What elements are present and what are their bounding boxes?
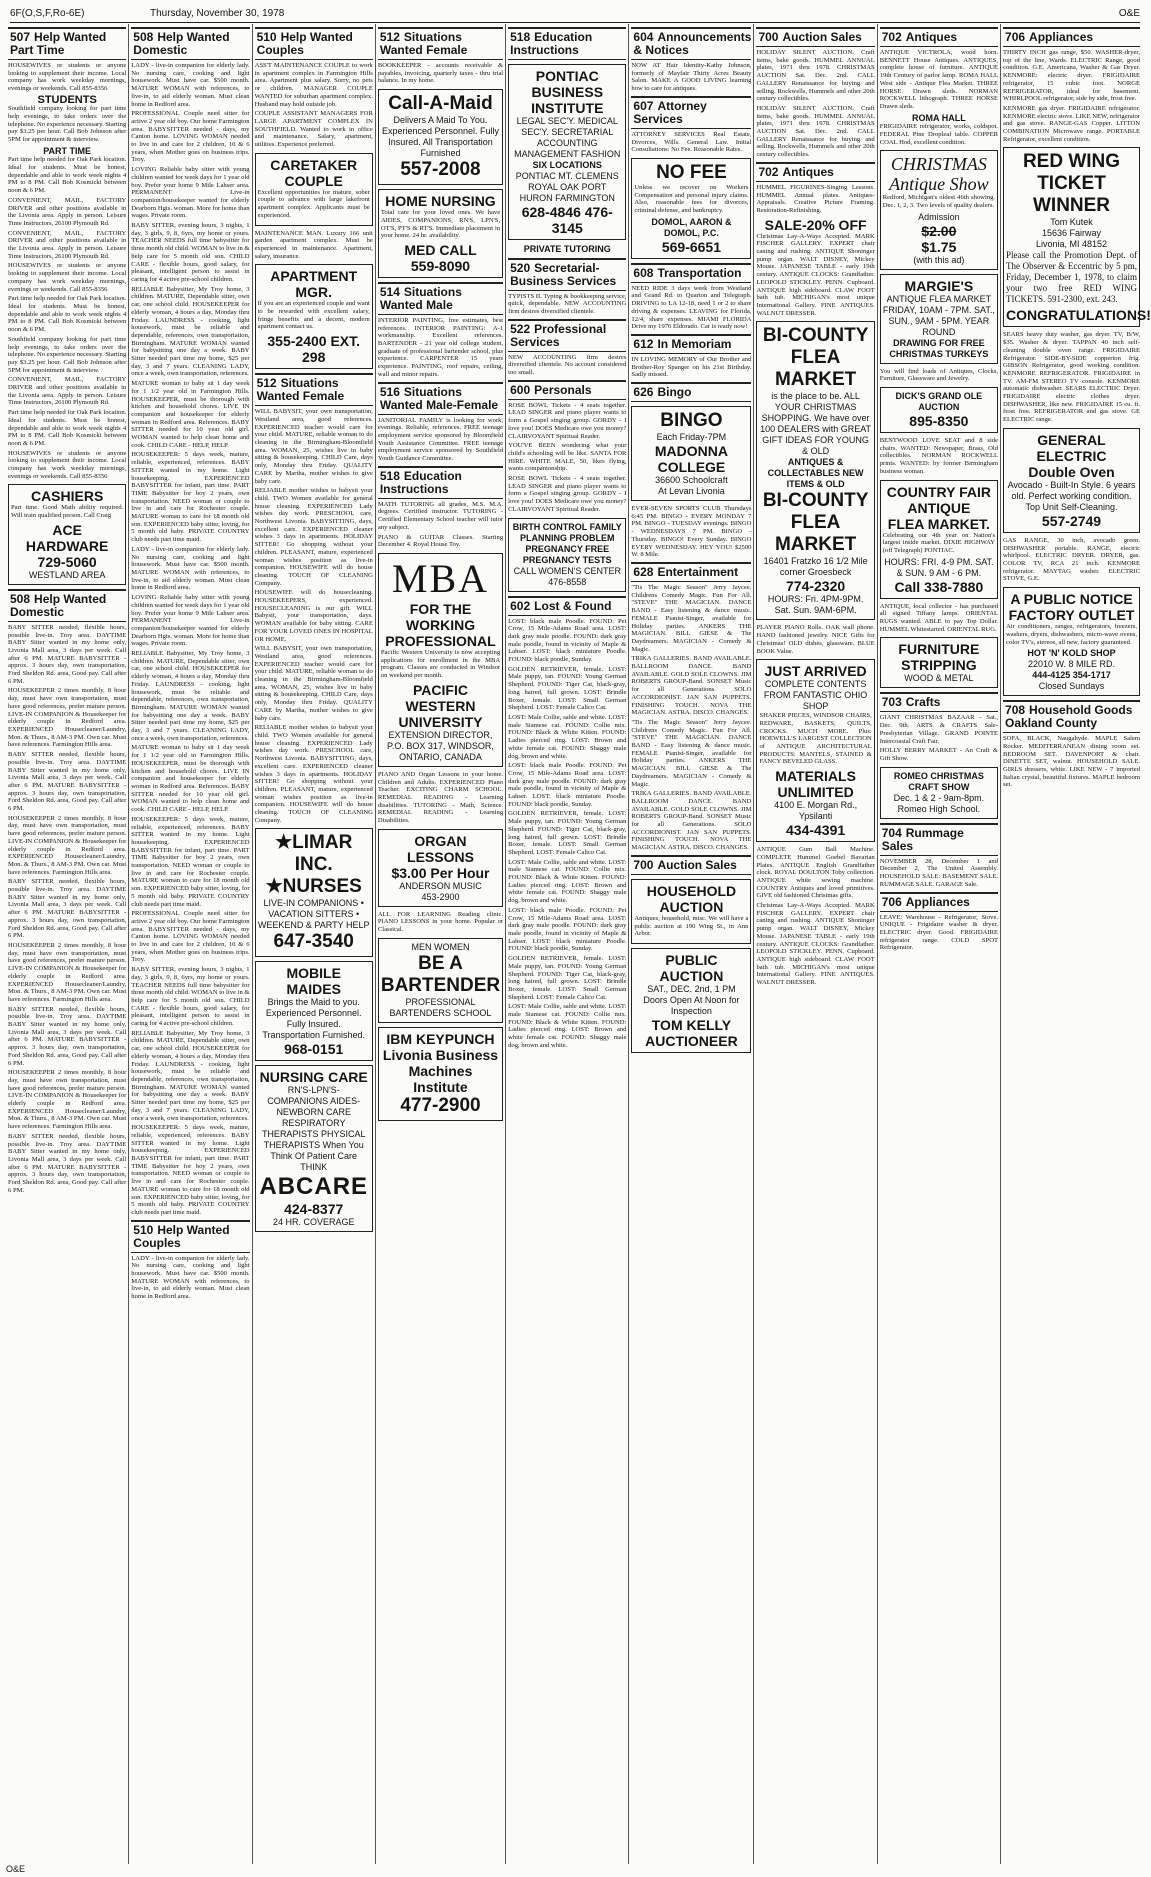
- classified-ad: TRIKA GALLERIES. BAND AVAILABLE. BALLROOM DANCE. BAND AVAILABLE. GOLD SOLE CLOWNS. JIM ROBERTS GROUP-Band. SONSET Music for all Generations. SOLO ACCORDIONIST. JAN SAN PUPPETS. FINISHING TOUCH. NOVA THE MAGICIAN. ASTRA. DISCO. CHANGES.: [631, 790, 752, 852]
- display-ad-pontiac-business: [508, 64, 626, 240]
- section-header: 518 Education Instructions: [378, 466, 503, 499]
- section-header: 520 Secretarial-Business Services: [508, 258, 626, 291]
- classified-ad: EVER-SEVEN SPORTS CLUB Thursdays 6:45 PM. BINGO - EVERY MONDAY 7 PM. BINGO - TUESDAY evenings. BINGO - WEDNESDAYS 7 PM. BINGO - Thursday. BINGO! Every Sunday. BINGO EVERY WEDNESDAY. HEY YOU! $2500 W. 8 Mile.: [631, 505, 752, 559]
- auctioneer-name: TOM KELLY AUCTIONEER: [645, 1017, 738, 1049]
- classified-ad: "Tis The Magic Season" Jerry Jaycee. Childrens Comedy Magic. Fun For All. "STEVE" THE MAGICIAN. DANCE BAND - Easy listening & dance music. FEMALE Pianist-Singer, available for Holiday parties. ANKERS THE MAGICIAN. BILL GIESE & The Daydreamers. MAGICIAN - Comedy & Magic.: [631, 583, 752, 653]
- ad-heading: ROMA HALL: [912, 112, 966, 123]
- display-ad-red-wing: [1003, 147, 1151, 327]
- materials-phone: 434-4391: [786, 822, 846, 839]
- cf-phone: Call 338-7880: [894, 578, 984, 595]
- classified-ad: GIANT CHRISTMAS BAZAAR - Sat., Dec. 9th. ARTS & CRAFTS Sale-Presbyterian Village. GRAND POINTE Intercoastal Craft Fair.: [879, 714, 999, 745]
- classified-ad: BABY SITTER needed, flexible hours, possible live-in. Troy area. DAYTIME BABY Sitter wanted in my home only, Livonia Mall area, 3 days per week. Call after 6 PM. MATURE BABYSITTER - approx. 3 hours day, own transportation, Ford Sheldon Rd. area, Good pay. Call after 6 PM.: [8, 623, 127, 685]
- xmas-text: Redford, Michigan's oldest 46th showing. Dec. 1, 2, 3. Two levels of quality dealers.: [882, 194, 996, 209]
- display-ad-caretaker: [255, 153, 373, 226]
- winner-street: 15636 Fairway: [1041, 228, 1102, 239]
- limar-nurses: ★NURSES: [265, 876, 362, 898]
- classified-ad: LADY - live-in companion for elderly lady. No nursing care, cooking and light housework. Must have car. $500 month. MATURE WOMAN with references, to live-in, to aid elderly woman. Must clean home in Redford area.: [131, 545, 250, 592]
- classified-ad: HOLLY BERRY MARKET - An Craft & Gift Show.: [879, 747, 999, 762]
- ibm-phone: 477-2900: [400, 1094, 481, 1116]
- display-ad-christmas-show: [880, 150, 998, 269]
- section-header: 700 Auction Sales: [756, 27, 874, 47]
- classified-ad: HOUSEKEEPER: 5 days week, mature, reliable, experienced, references. BABY SITTER wanted in my home. Light housekeeping. EXPERIENCED BABYSITTER for infant, part time. PART TIME Babysitter for boy 2 years, own transportation. NEED woman or couple to live in and care for Rochester couple. MATURE woman to care for 18 month old son. EXPERIENCED baby sitter, loving, for 5 month old baby. PRIVATE COUNTRY club needs part time maid.: [131, 451, 250, 544]
- maides-phone: 968-0151: [284, 1041, 344, 1058]
- womens-center-phone: CALL WOMEN'S CENTER 476-8558: [513, 565, 621, 587]
- sale-banner: SALE-20% OFF: [764, 216, 867, 233]
- classified-ad: You will find loads of Antiques, Clocks, Furniture, Glassware and Jewelry.: [879, 367, 999, 383]
- pbi-locations-title: SIX LOCATIONS: [532, 160, 602, 170]
- column-8: [878, 24, 1001, 1864]
- classified-ad: NEED RIDE 3 days week from Westland and Grand Rd. to Quarton and Telegraph. DRIVING to LA 12-18, need 1 or 2 to share driving & expenses. LEAVING for Florida, 12/4, share expenses. MIAMI FLORIDA Drive my 1976 Eldorado. Car is ready now!: [631, 284, 752, 331]
- section-header: 507 Help Wanted Part Time: [8, 27, 126, 60]
- section-header: 612 In Memoriam: [631, 334, 751, 354]
- section-header: 514 Situations Wanted Male: [378, 282, 503, 315]
- organ-store: ANDERSON MUSIC: [399, 880, 482, 891]
- xmas-subtitle: Antique Show: [889, 174, 989, 195]
- classified-ad: PROFESSIONAL Couple need sitter for active 2 year old boy. Our home Farmington area. BABYSITTER needed - days, my Canton home. LOVING WOMAN needed to live in and care for 2 children, 10 & 6 years, when Mother goes on business trips. Troy.: [131, 910, 250, 964]
- classified-ad: BENTWOOD LOVE SEAT and 8 side chairs. WANTED: Newspaper, Brass, Old collectibles. NORMAN ROCKWELL prints. WANTED: by former Birmingham business woman.: [879, 437, 999, 475]
- classified-ad: HOUSEWIVES or students or anyone looking to supplement their income. Local company has work weekday mornings, evenings or weekends. Call 855-8356: [8, 62, 127, 93]
- classified-ad: HOUSEKEEPER: 5 days week, mature, reliable, experienced, references. BABY SITTER wanted in my home. Light housekeeping. EXPERIENCED BABYSITTER for infant, part time. PART TIME Babysitter for boy 2 years, own transportation. NEED woman or couple to live in and care for Rochester couple. MATURE woman to care for 18 month old son. EXPERIENCED baby sitter, loving, for 5 month old baby. PRIVATE COUNTRY club needs part time maid.: [131, 1124, 250, 1216]
- classified-ad: HUMMEL FIGURINES-Singing Lessons. HUMMEL Annual plates. Antiques-Appraisals. Creative Picture Framing. Restoration-Refinishing.: [756, 183, 875, 214]
- classified-ad: ROSE BOWL Tickets - 4 seats together. LEAD SINGER and piano player wants to form a Gospel singing group. GORDY - I love you! DOES Medicare owe you money? CLAIRVOYANT Spiritual Reader.: [508, 401, 627, 440]
- hotkold-address: 22010 W. 8 MILE RD.: [1027, 659, 1116, 670]
- section-header: 708 Household Goods Oakland County: [1003, 700, 1140, 733]
- classified-ad: LOST: black male Poodle. FOUND: Pet Crow, 15 Mile-Adams Road area. LOST: dark gray male poodle. FOUND: dark gray male poodle, found in vicinity of Maple & Lahser. LOST: black miniature Poodle. FOUND: black poodle, Sunday.: [508, 617, 627, 664]
- xmas-price: $2.00: [921, 222, 957, 239]
- classified-ad: WILL BABYSIT, your own transportation, Westland area, good references. EXPERIENCED teacher would care for your child. MATURE, reliable woman to do cleaning in the Birmingham-Bloomfield area. WOMAN, 25, wishes live in baby sitting & housekeeping. CHILD Care, days only, Monday thru Friday. QUALITY CARE by Martha, mother wishes to give baby care.: [254, 408, 373, 485]
- classified-ad: BABY SITTER needed, flexible hours, possible live-in. Troy area. DAYTIME BABY Sitter wanted in my home only, Livonia Mall area, 3 days per week. Call after 6 PM. MATURE BABYSITTER - approx. 3 hours day, own transportation, Ford Sheldon Rd. area, Good pay. Call after 6 PM.: [8, 878, 127, 940]
- column-7: [754, 24, 877, 1864]
- section-header: 608 Transportation: [631, 263, 751, 283]
- pbi-phones: 628-4846 476-3145: [521, 204, 613, 236]
- ad-heading: APARTMENT MGR.: [270, 268, 358, 301]
- classified-ad: "Tis The Magic Season" Jerry Jaycee. Childrens Comedy Magic. Fun For All. "STEVE" THE MAGICIAN. DANCE BAND - Easy listening & dance music. FEMALE Pianist-Singer, available for Holiday parties. ANKERS THE MAGICIAN. BILL GIESE & The Daydreamers. MAGICIAN - Comedy & Magic.: [631, 718, 752, 788]
- pbi-name: PONTIAC BUSINESS INSTITUTE: [531, 68, 604, 116]
- pbi-programs: LEGAL SEC'Y. MEDICAL SEC'Y. SECRETARIAL ACCOUNTING MANAGEMENT FASHION: [514, 116, 621, 159]
- classified-ad: HOUSEKEEPER 2 times monthly, 8 hour day, must have own transportation, must have good references, prefer mature person. LIVE-IN COMPANION & Housekeeper for elderly couple in Redford area. EXPERIENCED Housecleaner/Laundry, Mon. & Thurs., 8 AM-3 PM. Own car. Must have references. Farmington Hills area.: [8, 1069, 127, 1131]
- column-1: [6, 24, 129, 1864]
- star-icon: ★: [275, 832, 293, 854]
- bingo-when: Each Friday-7PM: [656, 432, 727, 443]
- column-5: [506, 24, 629, 1864]
- classified-ad: LEAVE: Warehouse - Refrigerator, Stove. UNIQUE - Frigidaire washer & dryer. ELECTRIC dryer. Good. FRIGIDAIRE refrigerator range. COLD SPOT Refrigerator.: [879, 913, 999, 952]
- homenursing-title: HOME NURSING: [385, 193, 496, 210]
- classified-ad: CONVENIENT, MAIL, FACTORY DRIVER and other positions available in the Livonia area. Apply in person. Leisure Time Instructors, 26100 Plymouth Rd.: [8, 196, 127, 227]
- classified-ad: GOLDEN RETRIEVER, female. LOST: Male puppy, tan. FOUND: Young German Shepherd. FOUND: Tiger Cat, black-gray, long haired, full grown. LOST: Brindle Boxer, female. LOST: Small German Shepherd. LOST: Female Calico Cat.: [508, 810, 627, 856]
- display-ad-margies: [880, 274, 998, 364]
- classified-ad: FRIGIDAIRE refrigerator, works, coldspot. FEDERAL Pine Dropleaf table. COPPER COAL Hod, excellent condition.: [879, 123, 999, 146]
- classified-ad: PIANO AND Organ Lessons in your home. Children and Adults. EXPERIENCED Piano Teacher. EXCITING CHARM SCHOOL. REMEDIAL READING - Learning disabilities. TUTORING - Math, Science. REMEDIAL READING - Learning Disabilities.: [377, 770, 504, 825]
- classified-ad: LOVING Reliable baby sitter with young children wanted for week days for 1 year old boy. Prefer your home 9 Mile Lahser area. PERMANENT Live-in companion/housekeeper wanted for elderly Dearborn Hgts. woman. More for home than wages. Private room.: [131, 166, 250, 220]
- auction-text: Antiques, household, misc. We will have a public auction at 190 Wing St., in Ann Arbor.: [634, 914, 749, 938]
- domol-name: DOMOL, AARON & DOMOL, P.C.: [651, 216, 732, 238]
- classified-ad: NOVEMBER 28, December 1 and December 2, The United Assembly. HOUSEHOLD SALE: BASEMENT SALE. RUMMAGE SALE. GARAGE Sale.: [879, 857, 999, 888]
- classified-ad: GAS RANGE, 30 inch, avocado green. DISHWASHER portable. RANGE, electric whirlpool. ELECTRIC DRYER. DRYER, gas. COLOR TV, RCA 21 inch. KENMORE refrigerator. MAYTAG washer. ELECTRIC STOVE, G.E.: [1003, 536, 1141, 583]
- display-ad-ge-oven: [1003, 428, 1140, 533]
- display-ad-limar: [255, 828, 373, 957]
- classified-ad: SOFA, BLACK, Naugahyde. MAPLE Salem Rocker. MEDITERRANEAN dining room set. BEDROOM SET. DAVENPORT & chair. DINETTE SET, walnut. HOUSEHOLD SALE. GIRLS dressers, white. LIKE NEW - 7 imported Italian crystal, beautiful fixtures. MAPLE bedroom set.: [1003, 735, 1141, 789]
- section-header: 702 Antiques: [756, 162, 874, 182]
- display-ad-ibm: [378, 1027, 503, 1121]
- materials-address: 4100 E. Morgan Rd., Ypsilanti: [774, 800, 858, 822]
- column-4: [376, 24, 506, 1864]
- classified-ad: ASS'T MAINTENANCE COUPLE to work in apartment complex in Farmington Hills area. Apartment plus salary. Sorry, no pets or children. MANAGER COUPLE WANTED for suburban apartment complex. Husband may hold outside job.: [254, 62, 373, 108]
- display-ad-bi-county: [756, 321, 874, 620]
- bingo-place: MADONNA COLLEGE: [654, 443, 728, 476]
- display-ad-factory-outlet: [1003, 587, 1140, 696]
- classified-ad: MATURE woman to baby sit 1 day week for 1 1/2 year old in Farmington Hills. HOUSEKEEPER, must be thorough with kitchen and household chores. LIVE IN companion and housekeeper for elderly woman in Redford area. References. BABY SITTER needed for 10 year old girl. WOMAN wanted to help clean home and cook. CHILD CARE - HELP, HELP.: [131, 380, 250, 449]
- classified-ad: Part time help needed for Oak Park location. Ideal for students. Must be honest, dependable and able to work week nights 4 PM to 8 PM. Call Bob Kosmicki between noon & 6 PM.: [8, 156, 127, 195]
- classified-ad: ATTORNEY SERVICES Real Estate, Divorces, Wills. General Law. Initial Consultations: No Fee. Reasonable Rates.: [631, 130, 752, 154]
- nursing-care-title: NURSING CARE: [259, 1069, 368, 1086]
- public-auction-doors: Doors Open At Noon for Inspection: [643, 995, 740, 1016]
- redwing-title: RED WING: [1022, 151, 1121, 173]
- column-3: [253, 24, 376, 1864]
- classified-ad: If you are an experienced couple and want to be rewarded with excellent salary, fringe benefits and a decent, modern apartment contact us.: [257, 300, 370, 331]
- callamaid-name: Call-A-Maid: [388, 93, 493, 115]
- column-2: [129, 24, 252, 1864]
- classified-ad: MAINTENANCE MAN. Luxury 166 unit garden apartment complex. Must be experienced in maintenance. Apartment, salary, insurance.: [254, 229, 373, 260]
- mba-text: Pacific Western University is now accepting applications for enrollment in the MBA program. Classes are conducted in Windsor on weekend per month.: [380, 648, 501, 680]
- classified-ad: INTERIOR PAINTING, free estimates, best references. INTERIOR PAINTING: A-1 workmanship. Excellent references. BARTENDER - 21 year old college student, graduate of professional bartender school, plus experience. CARPENTER 15 years experience. PAINTING, roof repairs, ceiling, wall and minor repairs.: [377, 316, 504, 378]
- section-header: 706 Appliances: [1003, 27, 1140, 47]
- xmas-coupon-note: (with this ad): [913, 254, 965, 265]
- classified-ad: Part time help needed for Oak Park location. Ideal for students. Must be honest, dependable and able to work week nights 4 PM to 8 PM. Call Bob Kosmicki between noon & 6 PM.: [8, 295, 127, 334]
- section-header: 508 Help Wanted Domestic: [131, 27, 249, 60]
- classified-ad: Southfield company looking for part time help evenings, to take orders over the telephone. No experience necessary. Starting pay $3.25 per hour. Call Bob Johnson after 5PM for appointment & interview.: [8, 105, 127, 144]
- page-footer: O&E: [6, 1864, 26, 1874]
- section-header: 600 Personals: [508, 380, 626, 400]
- xmas-admission: Admission: [918, 211, 960, 222]
- winner-city: Livonia, MI 48152: [1035, 239, 1108, 250]
- display-ad-call-a-maid: [378, 89, 503, 185]
- medcall-phone: 559-8090: [410, 257, 471, 274]
- classified-ad: TYPISTS II. Typing & bookkeeping service, quick, dependable. NEW ACCOUNTING firm desires diversified clientele.: [508, 292, 627, 315]
- display-ad-romeo: [880, 767, 998, 819]
- classified-ad: ANTIQUE, local collector - has purchased all signed Tiffany lamps. ORIENTAL RUGS wanted. ABLE to pay Top Dollar. HUMMEL Whitestarted. ORIENTAL RUG.: [879, 602, 999, 633]
- display-ad-med-call: [378, 189, 503, 278]
- romeo-title: ROMEO CHRISTMAS CRAFT SHOW: [893, 770, 984, 792]
- cf-title: COUNTRY FAIR: [886, 483, 991, 500]
- bartender-men-women: MEN WOMEN: [411, 941, 470, 952]
- classified-ad: CONVENIENT, MAIL, FACTORY DRIVER and other positions available in the Livonia area. Apply in person. Leisure Time Instructors, 26100 Plymouth Rd.: [8, 229, 127, 260]
- classified-ad: LADY - live-in companion for elderly lady. No nursing care, cooking and light housework. Must have car. $500 month. MATURE WOMAN with references, to live-in, to aid elderly woman. Must clean home in Redford area.: [131, 1254, 250, 1301]
- display-ad-organ: [378, 829, 503, 907]
- classified-ad: BABY SITTER, evening hours, 3 nights, 1 day, 3 girls, 9, 8, 6yrs, my home or yours. TEACHER NEEDS full time babysitter for three month old child. WOMAN to live in & help care for 5 month old son. CHILD CARE - flexible hours, good salary, for pleasant, intelligent person to assist in caring for 4 active pre-school children.: [131, 222, 250, 283]
- section-header: 704 Rummage Sales: [880, 823, 998, 856]
- notice-text: Air conditioners, ranges, refrigerators, freezers, washers, dryers, dishwashers, micro-wave ovens, color TV's, stereos, all new, factory guaranteed.: [1006, 623, 1138, 646]
- margies-hours: FRIDAY, 10AM - 7PM. SAT., SUN., 9AM - 5PM. YEAR ROUND: [882, 304, 995, 337]
- section-header: 602 Lost & Found: [508, 596, 626, 616]
- classified-ad: BOOKKEEPER - accounts receivable & payables, invoicing, quarterly taxes - thru trial balance. In my home.: [377, 62, 504, 85]
- flea-hours: HOURS: Fri. 4PM-9PM. Sat. Sun. 9AM-6PM.: [767, 594, 864, 616]
- ad-heading: CASHIERS: [30, 488, 104, 505]
- ge-product: Double Oven: [1028, 463, 1115, 480]
- flea-phone: 774-2320: [786, 578, 846, 595]
- classified-ad: LADY - live-in companion for elderly lady. No nursing care, cooking and light housework. Must have car. $500 month. MATURE WOMAN with references, to live-in, to aid elderly woman. Must clean home in Redford area.: [131, 62, 250, 108]
- nofee-text: Unless we recover on Workers Compensation and personal injury claims. Also, reasonable fees for divorces, criminal defense, and bankruptcy.: [634, 183, 749, 215]
- pbi-locations: PONTIAC MT. CLEMENS ROYAL OAK PORT HURON FARMINGTON: [515, 171, 619, 203]
- classified-ad: BABY SITTER needed, flexible hours, possible live-in. Troy area. DAYTIME BABY Sitter wanted in my home only, Livonia Mall area, 3 days per week. Call after 6 PM. MATURE BABYSITTER - approx. 3 hours day, own transportation, Ford Sheldon Rd. area, Good pay. Call after 6 PM.: [8, 1005, 127, 1067]
- page-date: Thursday, November 30, 1978: [150, 8, 285, 19]
- column-6: [629, 24, 754, 1864]
- margies-title: MARGIE'S: [904, 277, 974, 294]
- classified-ad: Christmas Lay-A-Ways Accepted. MARK FISCHER GALLERY. EXPERT chair caning and rushing. ANTIQUE Shoninger pump organ. WALT DISNEY, Mickey Mouse. JAPANESE TABLE - early 19th century. ANTIQUE CLOCKS: Grandfather. LEOPOLD STICKLEY. PENN. Cupboard. ANTIQUE high sideboard. CLAW FOOT bath tub. MICHIGAN's most unique International Gallery. FINE ANTIQUES. WALNUT DRESSER.: [756, 232, 875, 317]
- notice-title: A PUBLIC NOTICE: [1010, 591, 1133, 608]
- classified-ad: RELIABLE mother wishes to babysit your child. TWO Women available for general house cleaning. EXPERIENCED Lady wishes day work. PRESCHOOL care, Northwest Livonia. BABYSITTING, days, excellent care. EXPERIENCED cleaner wishes 3 days in apartments. HOLIDAY SITTER! Go shopping without your children. PLEASANT, mature, experienced woman wishes position as live-in companion. HOUSEWIFE will do house cleaning. TOUCH OF CLEANING Company.: [254, 724, 373, 824]
- display-ad-domol: [631, 158, 751, 259]
- section-header: 516 Situations Wanted Male-Female: [378, 382, 503, 415]
- ad-heading: PART TIME: [43, 145, 92, 156]
- page-folio: [10, 6, 1140, 23]
- organ-title: ORGAN LESSONS: [407, 832, 474, 865]
- winner-name: Tom Kutek: [1050, 217, 1093, 228]
- limar-name: ★LIMAR INC.: [275, 832, 353, 876]
- classified-ad: LOST: Male Collie, sable and white. LOST: male Siamese cat. FOUND: Collie mix. FOUND: Black & White Kitten. FOUND: Ladies pierced ring. LOST: Brown and white female cat. FOUND: Shaggy male dog, brown and white.: [508, 1003, 627, 1049]
- bartender-title: BE A BARTENDER: [380, 952, 501, 996]
- furniture-sub: WOOD & METAL: [904, 673, 974, 684]
- section-header: 702 Antiques: [880, 27, 998, 47]
- classified-ad: GOLDEN RETRIEVER, female. LOST: Male puppy, tan. FOUND: Young German Shepherd. FOUND: Tiger Cat, black-gray, long haired, full grown. LOST: Brindle Boxer, female. LOST: Small German Shepherd. LOST: Female Calico Cat.: [508, 665, 627, 712]
- mba-subtitle: FOR THE WORKING PROFESSIONAL: [385, 600, 496, 649]
- dicks-phone: 895-8350: [909, 413, 969, 430]
- classified-ad: YOU'VE BEEN wondering what your child's schooling will be like. SANTA FOR HIRE. WHITE MALE, 50, likes flying, wants companionship.: [508, 442, 627, 473]
- display-ad-abcare: [255, 1065, 373, 1232]
- display-ad-materials-unlimited: [756, 659, 874, 842]
- margies-drawing: DRAWING FOR FREE CHRISTMAS TURKEYS: [889, 337, 989, 359]
- display-ad-country-fair: [880, 480, 998, 599]
- ad-heading: PRIVATE TUTORING: [523, 244, 611, 254]
- classified-ad: CONVENIENT, MAIL, FACTORY DRIVER and other positions available in the Livonia area. Apply in person. Leisure Time Instructors, 26100 Plymouth Rd.: [8, 376, 127, 407]
- ibm-school: Livonia Business Machines Institute: [382, 1046, 499, 1095]
- hotkold-name: HOT 'N' KOLD SHOP: [1027, 648, 1116, 659]
- star-icon: ★: [265, 876, 283, 898]
- display-ad-bingo: [631, 406, 751, 501]
- classified-ad: Excellent opportunities for mature, sober couple to advance with large lakefront apartment complex. Applicants must be experienced.: [257, 188, 370, 219]
- section-header: 607 Attorney Services: [631, 96, 751, 129]
- display-ad-public-auction: [631, 948, 751, 1053]
- section-header: 512 Situations Wanted Female: [378, 27, 503, 60]
- public-auction-date: SAT., DEC. 2nd, 1 PM: [647, 984, 736, 994]
- classified-ad: RELIABLE Babysitter, My Troy home, 3 children. MATURE, Dependable sitter, own car, one school child. HOUSEKEEPER for elderly woman, 4 hours a day, Monday thru Friday. LAUNDRESS - cooking, light housework, must be reliable and dependable, references, own transportation, Birmingham. MATURE WOMAN wanted for babysitting one day a week. BABY Sitter needed part time my home, $25 per day, 3 and 7 years. CLEANING LADY, once a week, own transportation, references.: [131, 650, 250, 742]
- homenursing-text: Total care for your loved ones. We have AIDES, COMPANIONS, RN'S, LPN'S, OT'S, PT'S & RT'S. Immediate placement in your home. 24 hr. availability.: [380, 209, 501, 240]
- classified-ad: JANITORIAL FAMILY is looking for work, evenings. Reliable, references. FREE teenage employment service sponsored by Bloomfield Youth Assistance Committee. FREE teenage employment service sponsored by Southfield Youth Guidance Committee.: [377, 416, 504, 463]
- classified-ad: HOUSEKEEPER 2 times monthly, 8 hour day, must have own transportation, must have good references, prefer mature person. LIVE-IN COMPANION & Housekeeper for elderly couple in Redford area. EXPERIENCED Housecleaner/Laundry, Mon. & Thurs., 8 AM-3 PM. Own car. Must have references. Farmington Hills area.: [8, 814, 127, 876]
- maides-name: MOBILE MAIDES: [286, 965, 341, 998]
- maides-text: Brings the Maid to you. Experienced Personnel. Fully Insured. Transportation Furnished.: [262, 997, 366, 1041]
- display-ad-dicks: [880, 387, 998, 433]
- bingo-address: 36600 Schoolcraft: [655, 475, 728, 486]
- hotkold-closed: Closed Sundays: [1038, 681, 1105, 692]
- section-header: 706 Appliances: [880, 892, 998, 912]
- womens-center-services: BIRTH CONTROL FAMILY PLANNING PROBLEM PREGNANCY FREE PREGNANCY TESTS: [512, 521, 622, 565]
- abcare-phone: 424-8377: [284, 1201, 344, 1218]
- ibm-title: IBM KEYPUNCH: [386, 1030, 495, 1047]
- display-ad-furniture: [880, 637, 998, 688]
- hotkold-phones: 444-4125 354-1717: [1032, 670, 1111, 681]
- bingo-title: BINGO: [660, 410, 723, 432]
- classified-ad: Part time. Good Math ability required. Will train qualified person. Call Craig: [11, 504, 124, 520]
- organ-phone: 453-2900: [421, 891, 460, 902]
- classified-ad: PLAYER PIANO Rolls. OAK wall phone. HAND fashioned jewelry. NICE Gifts for Christmas! OLD dishes, glassware. BLUE BOOK Value.: [756, 624, 875, 655]
- classified-ad: HOLIDAY SILENT AUCTION. Craft items, bake goods. HUMMEL ANNUAL plates, 1971 thru 1978. CHRISTMAS AUCTION Sat. Dec. 2nd. CALL GALLERY Renaissance for buying and selling. Rockwells, Hummels and other 20th century collectibles.: [756, 104, 875, 159]
- classified-ad: Southfield company looking for part time help evenings, to take orders over the telephone. No experience necessary. Starting pay $3.25 per hour. Call Bob Johnson after 5PM for appointment & interview.: [8, 335, 127, 374]
- flea-title-2: BI-COUNTY FLEA MARKET: [762, 490, 869, 556]
- section-header: 604 Announcements & Notices: [631, 27, 751, 60]
- public-auction-title: PUBLIC AUCTION: [659, 952, 724, 984]
- section-header: 510 Help Wanted Couples: [255, 27, 373, 60]
- classified-ad: PIANO & GUITAR Classes. Starting December 4. Royal House Toy.: [377, 533, 504, 549]
- display-ad-apartment-mgr: [255, 264, 373, 369]
- classified-ad: ANTIQUE Gum Ball Machine. COMPLETE Hummel Goebel Bavarian Plates. ANTIQUE English Grandfather clock. ROYAL DOULTON Toby collection. ANTIQUE white sewing machine. COUNTRY Antiques and loved primitives. GIVE old fashioned Christmas gifts.: [756, 846, 875, 900]
- domol-phone: 569-6651: [661, 238, 722, 255]
- xmas-discount-price: $1.75: [921, 238, 957, 255]
- section-header: 518 Education Instructions: [508, 27, 626, 60]
- classified-ad: BABY SITTER, evening hours, 3 nights, 1 day, 3 girls, 9, 8, 6yrs, my home or yours. TEACHER NEEDS full time babysitter for three month old child. WOMAN to live in & help care for 5 month old son. CHILD CARE - flexible hours, good salary, for pleasant, intelligent person to assist in caring for 4 active pre-school children.: [131, 966, 250, 1028]
- ace-hardware-name: ACE HARDWARE: [25, 521, 109, 554]
- ad-phone: 355-2400 EXT. 298: [267, 333, 361, 366]
- redwing-congrats: CONGRATULATIONS!: [1006, 307, 1151, 324]
- cf-title-3: FLEA MARKET.: [887, 515, 990, 532]
- classified-ad: HOUSEWIFE will do housecleaning. HOUSEKEEPERS, experienced. HOUSECLEANING is our gift. WILL Babysit, your transportation, days. WOMAN available for baby sitting. CARE FOR YOUR LOVED ONES IN HOSPITAL OR HOME.: [254, 589, 373, 643]
- classified-ad: SEARS heavy duty washer, gas dryer. TV, B/W, $35. Washer & dryer. TAPPAN 40 inch self-cleaning double oven range. FRIGIDAIRE Refrigerator. SIDE-BY-SIDE copperton frig. GIBSON Refrigerator, good working condition. KENMORE REFRIGERATOR. FRIGIDAIRE in TV. AM-FM STEREO TV console. KENMORE automatic dishwasher. SEARS ELECTRIC Dryer. FRIGIDAIRE electric clothes dryer. DISHWASHER, like new. FRIGIDAIRE 15 cu. ft. frost free. REFRIGERATOR and gas stove. GE ELECTRIC range.: [1003, 331, 1141, 424]
- paper-name: O&E: [1118, 8, 1140, 19]
- section-header: 703 Crafts: [880, 692, 998, 712]
- classified-ad: Christmas Lay-A-Ways Accepted. MARK FISCHER GALLERY. EXPERT chair caning and rushing. ANTIQUE Shoninger pump organ. WALT DISNEY, Mickey Mouse. JAPANESE TABLE - early 19th century. ANTIQUE CLOCKS: Grandfather. LEOPOLD STICKLEY. PENN. Cupboard. ANTIQUE high sideboard. CLAW FOOT bath tub. MICHIGAN's most unique International Gallery. FINE ANTIQUES. WALNUT DRESSER.: [756, 902, 875, 987]
- classified-ad: HOUSEWIVES or students or anyone looking to supplement their income. Local company has work weekday mornings, evenings or weekends. Call 855-8356: [8, 262, 127, 293]
- cf-hours: HOURS: FRI. 4-9 PM. SAT. & SUN. 9 AM - 6 PM.: [884, 556, 994, 578]
- display-ad-bartender: [378, 938, 503, 1023]
- section-header: 628 Entertainment: [631, 562, 751, 582]
- classified-ad: WILL BABYSIT, your own transportation, Westland area, good references. EXPERIENCED teacher would care for your child. MATURE, reliable woman to do cleaning in the Birmingham-Bloomfield area. WOMAN, 25, wishes live in baby sitting & housekeeping. CHILD Care, days only, Monday thru Friday. QUALITY CARE by Martha, mother wishes to give baby care.: [254, 645, 373, 722]
- classified-ad: HOLIDAY SILENT AUCTION. Craft items, bake goods. HUMMEL ANNUAL plates, 1971 thru 1978. CHRISTMAS AUCTION Sat. Dec. 2nd. CALL GALLERY Renaissance for buying and selling. Rockwells, Hummels and other 20th century collectibles.: [756, 49, 875, 103]
- redwing-instructions: Please call the Promotion Dept. of The Observer & Eccentric by 5 pm, Friday, December 1, 1978, to claim your two free RED WING TICKETS. 591-2300, ext. 243.: [1006, 250, 1138, 305]
- ge-text: Avocado - Built-In Style. 6 years old. Perfect working condition. Top Unit Self-Cleaning.: [1007, 479, 1136, 512]
- classified-ad: HOUSEKEEPER 2 times monthly, 8 hour day, must have own transportation, must have good references, prefer mature person. LIVE-IN COMPANION & Housekeeper for elderly couple in Redford area. EXPERIENCED Housecleaner/Laundry, Mon. & Thurs., 8 AM-3 PM. Own car. Must have references. Farmington Hills area.: [8, 941, 127, 1003]
- classified-ad: HOUSEKEEPER: 5 days week, mature, reliable, experienced, references. BABY SITTER wanted in my home. Light housekeeping. EXPERIENCED BABYSITTER for infant, part time. PART TIME Babysitter for boy 2 years, own transportation. NEED woman or couple to live in and care for Rochester couple. MATURE woman to care for 18 month old son. EXPERIENCED baby sitter, loving, for 5 month old baby. PRIVATE COUNTRY club needs part time maid.: [131, 815, 250, 908]
- column-9: [1001, 24, 1151, 1864]
- classified-ad: COUPLE ASSISTANT MANAGERS FOR LARGE APARTMENT COMPLEX IN SOUTHFIELD. Wanted to work in office and maintenance. Salary, apartment, utilities. Experience preferred.: [254, 110, 373, 149]
- section-header: 626 Bingo: [631, 382, 751, 402]
- page-code: 6F(O,S,F,Ro-6E): [10, 8, 85, 19]
- classified-columns: [6, 24, 1151, 1864]
- materials-name: MATERIALS UNLIMITED: [775, 768, 856, 801]
- display-ad-mobile-maides: [255, 961, 373, 1061]
- classified-ad: BABY SITTER needed, flexible hours, possible live-in. Troy area. DAYTIME BABY Sitter wanted in my home only, Livonia Mall area, 3 days per week. Call after 6 PM. MATURE BABYSITTER - approx. 3 hours day, own transportation, Ford Sheldon Rd. area, Good pay. Call after 6 PM.: [8, 1132, 127, 1194]
- section-header: 508 Help Wanted Domestic: [8, 589, 126, 622]
- section-header: 700 Auction Sales: [631, 855, 751, 875]
- classified-ad: RELIABLE Babysitter, My Troy home, 3 children. MATURE, Dependable sitter, own car, one school child. HOUSEKEEPER for elderly woman, 4 hours a day, Monday thru Friday. LAUNDRESS - cooking, light housework, must be reliable and dependable, references, own transportation, Birmingham. MATURE WOMAN wanted for babysitting one day a week. BABY Sitter needed part time my home, $25 per day, 3 and 7 years. CLEANING LADY, once a week, own transportation, references.: [131, 285, 250, 378]
- flea-title: BI-COUNTY FLEA MARKET: [762, 325, 869, 391]
- mba-title: MBA: [391, 555, 490, 601]
- xmas-title: CHRISTMAS: [890, 154, 987, 175]
- classified-ad: GOLDEN RETRIEVER, female. LOST: Male puppy, tan. FOUND: Young German Shepherd. FOUND: Tiger Cat, black-gray, long haired, full grown. LOST: Brindle Boxer, female. LOST: Small German Shepherd. LOST: Female Calico Cat.: [508, 955, 627, 1001]
- just-arrived-sub: COMPLETE CONTENTS FROM FANTASTIC OHIO SHOP: [763, 679, 868, 712]
- abcare-logo: ABCARE: [259, 1173, 369, 1201]
- margies-subtitle: ANTIQUE FLEA MARKET: [886, 293, 992, 304]
- display-ad-ace: [8, 484, 126, 584]
- redwing-title-3: WINNER: [1032, 195, 1111, 217]
- section-header: 512 Situations Wanted Female: [255, 373, 373, 406]
- classified-ad: PROFESSIONAL Couple need sitter for active 2 year old boy. Our home Farmington area. BABYSITTER needed - days, my Canton home. LOVING WOMAN needed to live in and care for 2 children, 10 & 6 years, when Mother goes on business trips. Troy.: [131, 110, 250, 164]
- section-header: 510 Help Wanted Couples: [131, 1220, 249, 1253]
- ge-phone: 557-2749: [1041, 512, 1102, 529]
- classified-ad: NEW ACCOUNTING firm desires diversified clientele. No account considered too small.: [508, 353, 627, 377]
- bingo-city: At Levan Livonia: [658, 486, 725, 497]
- limar-services: LIVE-IN COMPANIONS • VACATION SITTERS • WEEKEND & PARTY HELP: [257, 898, 370, 931]
- classified-ad: NOW AT Hair Identity-Kathy Johnson, formerly of Mayfair Thirty Acres Beauty Salon. MAKE A GOOD LIVING learning how to care for antiques.: [631, 62, 752, 93]
- ad-heading: CARETAKER COUPLE: [270, 156, 358, 189]
- classified-ad: KENMORE gas dryer. FRIGIDAIRE refrigerator. KENMORE electric stove. LIKE NEW, refrigerator and gas stove. RANGE-GAS Copper. LITTON COMBINATION Microwave range. PORTABLE Refrigerator, excellent condition.: [1003, 104, 1141, 143]
- just-arrived-title: JUST ARRIVED: [764, 663, 867, 680]
- dicks-title: DICK'S GRAND OLE AUCTION: [895, 391, 983, 413]
- abcare-coverage: 24 HR. COVERAGE: [272, 1217, 355, 1228]
- nofee-title: NO FEE: [656, 161, 727, 183]
- ace-area: WESTLAND AREA: [28, 569, 106, 580]
- display-ad-mba: [378, 553, 503, 767]
- flea-items: ANTIQUES & COLLECTABLES NEW ITEMS & OLD: [767, 457, 864, 490]
- ge-title: GENERAL ELECTRIC: [1036, 431, 1107, 464]
- classified-ad: HOUSEWIVES or students or anyone looking to supplement their income. Local company has work weekday mornings, evenings or weekends. Call 855-8356: [8, 449, 127, 480]
- classified-ad: LOST: Male Collie, sable and white. LOST: male Siamese cat. FOUND: Collie mix. FOUND: Black & White Kitten. FOUND: Ladies pierced ring. LOST: Brown and white female cat. FOUND: Shaggy male dog, brown and white.: [508, 714, 627, 760]
- romeo-dates: Dec. 1 & 2 - 9am-8pm. Romeo High School.: [893, 792, 985, 814]
- organ-price: $3.00 Per Hour: [391, 864, 490, 881]
- callamaid-text: Delivers A Maid To You. Experienced Personnel. Fully Insured. All Transportation Furnished: [381, 115, 500, 159]
- classified-ad: Part time help needed for Oak Park location. Ideal for students. Must be honest, dependable and able to work week nights 4 PM to 8 PM. Call Bob Kosmicki between noon & 6 PM.: [8, 409, 127, 447]
- cf-text: Celebrating our 4th year on Nation's largest inside market. DIXIE HIGHWAY (off Telegraph) PONTIAC.: [882, 531, 996, 554]
- notice-outlet: FACTORY OUTLET: [1008, 607, 1135, 624]
- nursing-care-text: RN'S-LPN'S-COMPANIONS AIDES-NEWBORN CARE RESPIRATORY THERAPISTS PHYSICAL THERAPISTS When You Think Of Patient Care THINK: [261, 1085, 366, 1173]
- display-ad-womens-center: [508, 518, 626, 592]
- bartender-school: PROFESSIONAL BARTENDERS SCHOOL: [389, 996, 492, 1018]
- classified-ad: THIRTY INCH gas range, $50. WASHER-dryer, top of the line, Wards. ELECTRIC Range, good condition. G.E. Americana, Washer & Gas Dryer. KENMORE: electric dryer. FRIGIDAIRE refrigerator, 15 cubic foot. NORGE REFRIGERATOR, ideal for basement. WHIRLPOOL refrigerator, side by side, frost free.: [1003, 49, 1141, 103]
- classified-ad: BABY SITTER needed, flexible hours, possible live-in. Troy area. DAYTIME BABY Sitter wanted in my home only, Livonia Mall area, 3 days per week. Call after 6 PM. MATURE BABYSITTER - approx. 3 hours day, own transportation, Ford Sheldon Rd. area, Good pay. Call after 6 PM.: [8, 751, 127, 813]
- classified-ad: LOST: black male Poodle. FOUND: Pet Crow, 15 Mile-Adams Road area. LOST: dark gray male poodle. FOUND: dark gray male poodle, found in vicinity of Maple & Lahser. LOST: black miniature Poodle. FOUND: black poodle, Sunday.: [508, 762, 627, 808]
- classified-ad: LOVING Reliable baby sitter with young children wanted for week days for 1 year old boy. Prefer your home 9 Mile Lahser area. PERMANENT Live-in companion/housekeeper wanted for elderly Dearborn Hgts. woman. More for home than wages. Private room.: [131, 594, 250, 648]
- ad-heading: STUDENTS: [37, 93, 97, 106]
- display-ad-household-auction: [631, 879, 751, 944]
- flea-address: 16401 Fratzko 16 1/2 Mile corner Groesbeck: [763, 556, 868, 578]
- classified-ad: MATURE woman to baby sit 1 day week for 1 1/2 year old in Farmington Hills. HOUSEKEEPER, must be thorough with kitchen and household chores. LIVE IN companion and housekeeper for elderly woman in Redford area. References. BABY SITTER needed for 10 year old girl. WOMAN wanted to help clean home and cook. CHILD CARE - HELP, HELP.: [131, 744, 250, 814]
- classified-ad: TRIKA GALLERIES. BAND AVAILABLE. BALLROOM DANCE. BAND AVAILABLE. GOLD SOLE CLOWNS. JIM ROBERTS GROUP-Band. SONSET Music for all Generations. SOLO ACCORDIONIST. JAN SAN PUPPETS. FINISHING TOUCH. NOVA THE MAGICIAN. ASTRA. DISCO. CHANGES.: [631, 655, 752, 717]
- redwing-title-2: TICKET: [1037, 173, 1106, 195]
- section-header: 522 Professional Services: [508, 319, 626, 352]
- just-arrived-text: SHAKER PIECES, WINDSOR CHAIRS, REDWARE, BASKETS, QUILTS, CROCKS. MUCH MORE. Plus: HOEWELL'S LARGEST COLLECTION of ANTIQUE ARCHITECTURAL PRODUCTS: MANTELS, STAINED & FANCY BEVELED GLASS.: [759, 712, 872, 766]
- classified-ad: RELIABLE Babysitter, My Troy home, 3 children. MATURE, Dependable sitter, own car, one school child. HOUSEKEEPER for elderly woman, 4 hours a day, Monday thru Friday. LAUNDRESS - cooking, light housework, must be reliable and dependable, references, own transportation, Birmingham. MATURE WOMAN wanted for babysitting one day a week. BABY Sitter needed part time my home, $25 per day, 3 and 7 years. CLEANING LADY, once a week, own transportation, references.: [131, 1029, 250, 1122]
- pwu-address: EXTENSION DIRECTOR, P.O. BOX 317, WINDSOR, ONTARIO, CANADA: [387, 729, 494, 762]
- classified-ad: ALL FOR LEARNING Reading clinic. PIANO LESSONS in your home. Popular or Classical.: [377, 910, 504, 934]
- classified-ad: ROSE BOWL Tickets - 4 seats together. LEAD SINGER and piano player wants to form a Gospel singing group. GORDY - I love you! DOES Medicare owe you money? CLAIRVOYANT Spiritual Reader.: [508, 475, 627, 513]
- classified-ad: IN LOVING MEMORY of Our Brother and Brother-Roy Spanger on his 21st Birthday. Sadly missed.: [631, 355, 752, 379]
- classified-ad: LOST: Male Collie, sable and white. LOST: male Siamese cat. FOUND: Collie mix. FOUND: Black & White Kitten. FOUND: Ladies pierced ring. LOST: Brown and white female cat. FOUND: Shaggy male dog, brown and white.: [508, 858, 627, 905]
- ace-phone: 729-5060: [37, 553, 97, 570]
- classified-ad: RELIABLE mother wishes to babysit your child. TWO Women available for general house cleaning. EXPERIENCED Lady wishes day work. PRESCHOOL care, Northwest Livonia. BABYSITTING, days, excellent care. EXPERIENCED cleaner wishes 3 days in apartments. HOLIDAY SITTER! Go shopping without your children. PLEASANT, mature, experienced woman wishes position as live-in companion. HOUSEWIFE will do house cleaning. TOUCH OF CLEANING Company.: [254, 487, 373, 587]
- classified-ad: LOST: black male Poodle. FOUND: Pet Crow, 15 Mile-Adams Road area. LOST: dark gray male poodle. FOUND: dark gray male poodle, found in vicinity of Maple & Lahser. LOST: black miniature Poodle. FOUND: black poodle, Sunday.: [508, 906, 627, 953]
- classified-ad: ANTIQUE VICTROLA, wood horn. BENNETT House Antiques. ANTIQUES, complete house of furniture. ANTIQUE 19th Century of parlor lamp. ROMA HALL West side - Antique Flea Market. THREE HORSE Drawn sleds. NORMAN ROCKWELL lithograph. THREE HORSE Drawn sleds.: [879, 49, 999, 110]
- cf-title-2: ANTIQUE: [907, 499, 971, 516]
- flea-text: is the place to be. ALL YOUR CHRISTMAS SHOPPING. We have over 100 DEALERS with GREAT GIFT IDEAS FOR YOUNG & OLD: [760, 391, 872, 457]
- furniture-title: FURNITURE STRIPPING: [898, 641, 980, 674]
- classified-ad: HOUSEKEEPER 2 times monthly, 8 hour day, must have own transportation, must have good references, prefer mature person. LIVE-IN COMPANION & Housekeeper for elderly couple in Redford area. EXPERIENCED Housecleaner/Laundry, Mon. & Thurs., 8 AM-3 PM. Own car. Must have references. Farmington Hills area.: [8, 687, 127, 749]
- callamaid-phone: 557-2008: [400, 159, 481, 181]
- auction-title: HOUSEHOLD AUCTION: [646, 882, 737, 915]
- limar-phone: 647-3540: [273, 931, 354, 953]
- pwu-name: PACIFIC WESTERN UNIVERSITY: [398, 681, 483, 730]
- classified-ad: MATH TUTORING all grades, M.S. M.A. degrees. Certified instructor. TUTORING - Certified Elementary School teacher will tutor any subject.: [377, 500, 504, 531]
- medcall-name: MED CALL: [404, 241, 477, 258]
